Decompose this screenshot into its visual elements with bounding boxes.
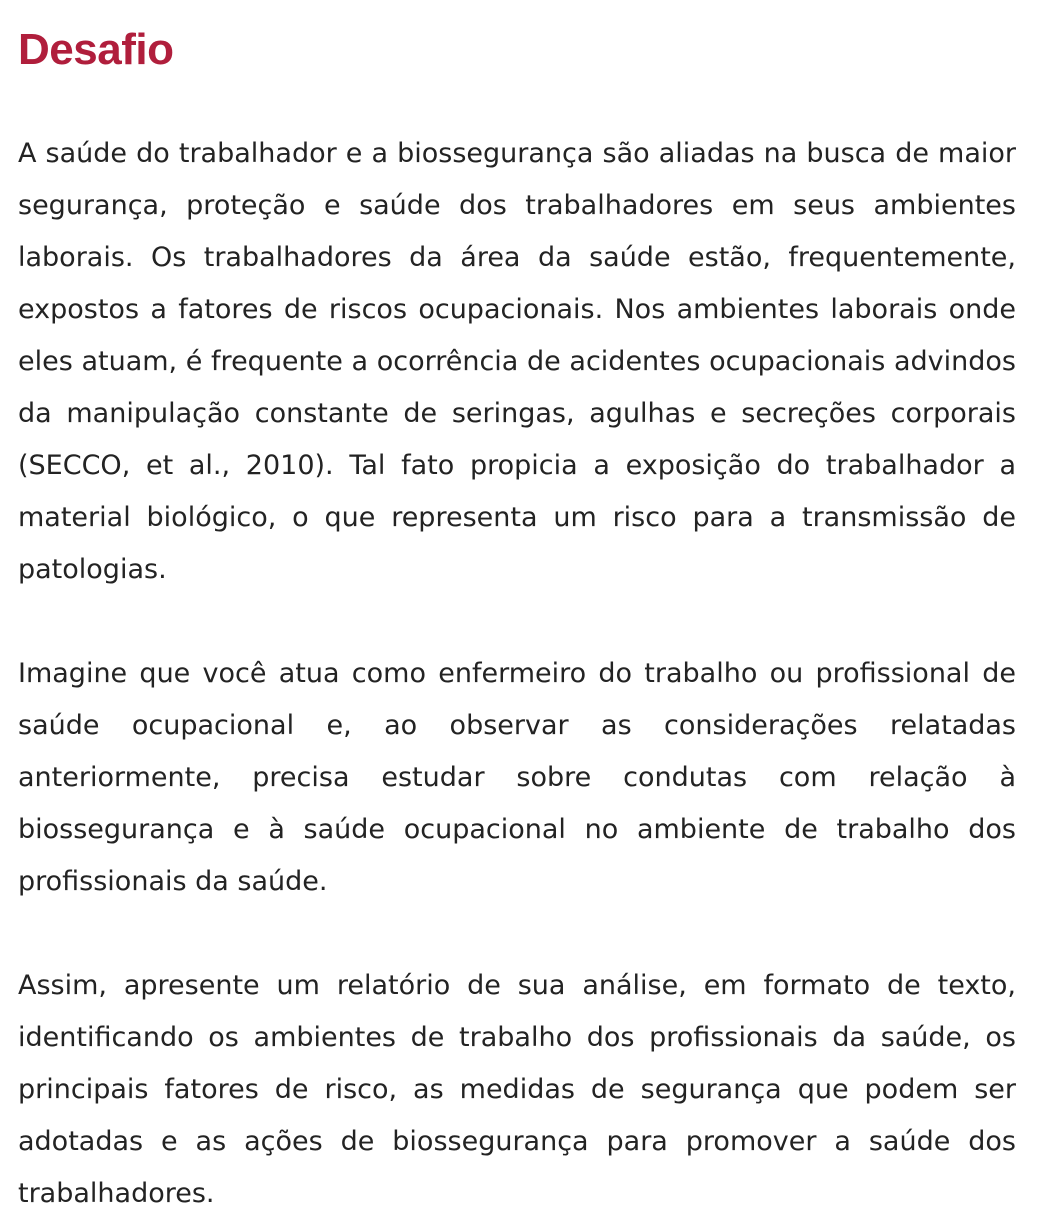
- document-page: [0, 24, 1056, 1215]
- paragraph-task: Assim, apresente um relatório de sua análise, em formato de texto, identificando os ambientes de trabalho dos profissionais da saúde, os principais fatores de risco, as medidas de segurança que podem ser adotadas e as ações de biossegurança para promover a saúde dos trabalhadores.: [18, 970, 1016, 1209]
- page-title: Desafio: [18, 25, 174, 74]
- paragraph-scenario: Imagine que você atua como enfermeiro do trabalho ou profissional de saúde ocupacional e, ao observar as considerações relatadas anteriormente, precisa estudar sobre condutas com relação à biossegurança e à saúde ocupacional no ambiente de trabalho dos profissionais da saúde.: [18, 658, 1016, 897]
- paragraph-context: A saúde do trabalhador e a biossegurança são aliadas na busca de maior segurança, proteção e saúde dos trabalhadores em seus ambientes laborais. Os trabalhadores da área da saúde estão, frequentemente, expostos a fatores de riscos ocupacionais. Nos ambientes laborais onde eles atuam, é frequente a ocorrência de acidentes ocupacionais advindos da manipulação constante de seringas, agulhas e secreções corporais (SECCO, et al., 2010). Tal fato propicia a exposição do trabalhador a material biológico, o que representa um risco para a transmissão de patologias.: [18, 138, 1016, 585]
